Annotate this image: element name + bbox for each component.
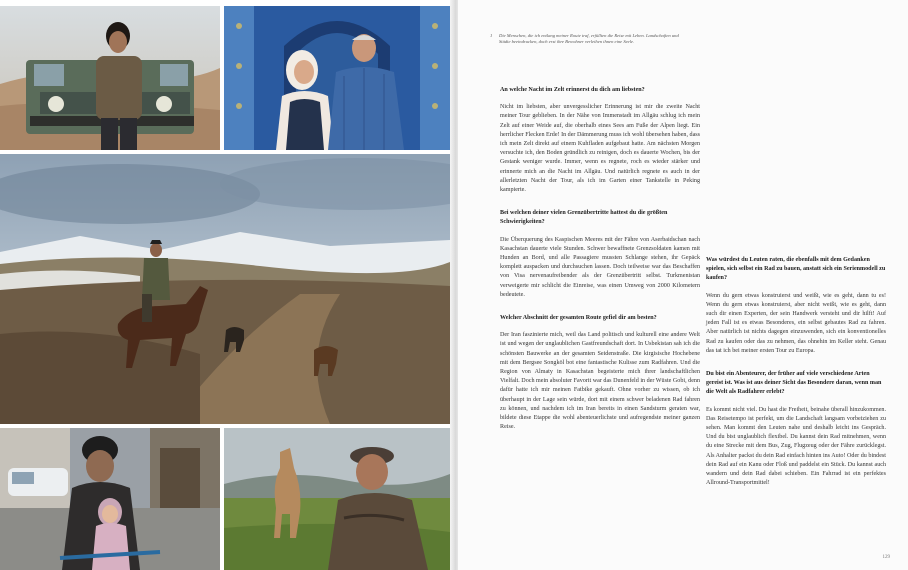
photo-caption bbox=[490, 33, 685, 46]
interview-question: Du bist ein Abenteurer, der früher auf viele verschiedene Arten gereist ist. Was ist aus deiner Sicht das Besondere daran, wenn man die Welt als Radfahrer erlebt? bbox=[706, 371, 882, 396]
interview-answer: Es kommt nicht viel. Du hast die Freiheit, beinahe überall hinzukommen. Das Reisetempo ist perfekt, um die Landschaft langsam vorbeiziehen zu sehen. Man kommt den Leuten nahe und deshalb leicht ins Gespräch. Und du bist unglaublich flexibel. Du kannst dein Rad mitnehmen, wenn du eine Strecke mit dem Bus, Zug, Flugzeug oder der Fähre zurücklegst. Als Anhalter packst du dein Rad einfach hinten ins Auto! Oder du bindest dein Rad auf ein Kanu oder Floß und paddelst ein Stück. Du kannst auch wandern und dein Rad dabei schieben. Ein Fahrrad ist ein perfektes Allround-Transportmittel! bbox=[706, 406, 886, 487]
right-page bbox=[458, 0, 908, 570]
photo-old-man-with-horse bbox=[224, 428, 450, 570]
photo-horseman-with-dogs bbox=[0, 154, 450, 424]
left-page bbox=[0, 0, 452, 570]
photo-man-with-landrover bbox=[0, 6, 220, 150]
caption-number: 1 bbox=[490, 33, 493, 38]
caption-text: Die Menschen, die ich entlang meiner Route traf, erfüllten die Reise mit Leben. Landschaften und Städte beeindrucken, doch erst ihre Bewohner verleihen ihnen eine Seele. bbox=[499, 33, 679, 45]
photo-man-with-child-bicycle bbox=[0, 428, 220, 570]
page-number: 129 bbox=[882, 555, 890, 560]
interview-question: Was würdest du Leuten raten, die ebenfalls mit dem Gedanken spielen, sich selbst ein Rad zu bauen, anstatt sich ein Serienmodell zu kaufen? bbox=[706, 257, 886, 282]
text-column-left bbox=[500, 86, 700, 433]
qa-block bbox=[500, 314, 700, 432]
qa-block bbox=[500, 86, 700, 195]
interview-answer: Die Überquerung des Kaspischen Meeres mit der Fähre von Aserbaidschan nach Kasachstan dauerte viele Stunden. Schwer bewaffnete Grenzsoldaten kamen mit Hunden an Bord, und alle Passagiere mussten Schlange stehen, ihr Gepäck komplett auspacken und durchsuchen lassen. Doch teilweise war das Beschaffen von Visa nervenaufreibender als der Grenzübertritt selbst. Turkmenistan verweigerte mir schlicht die Einreise, was einen Umweg von 2000 Kilometern bedeutete. bbox=[500, 236, 700, 298]
qa-block bbox=[706, 370, 886, 488]
photo-couple-at-mosque bbox=[224, 6, 450, 150]
interview-answer: Nicht im liebsten, aber unvergesslicher Erinnerung ist mir die zweite Nacht meiner Tour geblieben. In der Nähe von Immenstadt im Allgäu schlug ich mein Zelt auf einer Weide auf, die oberhalb eines Sees am Fuße der Alpen liegt. Ein herrlicher Flecken Erde! In der Dämmerung muss ich wohl übersehen haben, dass ich mein Zelt direkt auf einem Kuhfladen aufgebaut hatte. Am nächsten Morgen versuchte ich, den Boden gründlich zu reinigen, doch es dauerte Wochen, bis der Gestank weniger wurde. Immer, wenn es regnete, roch es wieder stärker und erinnerte mich an die Nacht im Allgäu. Und natürlich regnete es auch in der allerletzten Nacht der Tour, als ich im Garten einer Tankstelle in Peking kampierte. bbox=[500, 104, 701, 194]
interview-answer: Wenn du gern etwas konstruierst und weißt, wie es geht, dann tu es! Wenn du gern etwas konstruierst, aber nicht weißt, wie es geht, dann such dir einen Experten, der sein Handwerk versteht und dir hilft! Auf jeden Fall ist es etwas Besonderes, ein selbst gebautes Rad zu fahren. Aber natürlich ist nichts dagegen einzuwenden, sich ein konventionelles Rad zu kaufen oder das zu nehmen, das ohnehin im Keller steht. Genau das tat ich bei meiner ersten Tour zu Europa. bbox=[706, 292, 886, 354]
qa-block bbox=[706, 256, 886, 356]
interview-question: Bei welchen deiner vielen Grenzübertritte hattest du die größten Schwierigkeiten? bbox=[500, 210, 668, 226]
interview-question: Welcher Abschnitt der gesamten Route gefiel dir am besten? bbox=[500, 315, 657, 322]
interview-question: An welche Nacht im Zelt erinnerst du dich am liebsten? bbox=[500, 87, 645, 93]
text-column-right bbox=[706, 256, 886, 488]
qa-block bbox=[500, 209, 700, 300]
interview-answer: Der Iran faszinierte mich, weil das Land politisch und kulturell eine andere Welt ist und wegen der unglaublichen Gastfreundschaft dort. In Usbekistan sah ich die schönsten Bauwerke an der gesamten Seidenstraße. Die kirgisische Hochebene mit dem Bergsee Songköl bot eine fantastische Kulisse zum Radfahren. Und die Region von Almaty in Kasachstan begeisterte mich ihrer landschaftlichen Vielfalt. Doch mein absoluter Favorit war das Dunenfeld in der Wüste Gobi, denn dafür hatte ich mir meinen Fatbike gekauft. Ohne vorher zu wissen, ob ich überhaupt in der Lage sein würde, dort mit einem schwer beladenen Rad fahren zu können, und nachdem ich im Iran bereits in einen Sandsturm geraten war, bildete diese Etappe die wohl abenteuerlichste und aufregendste meiner ganzen Reise. bbox=[500, 332, 700, 431]
